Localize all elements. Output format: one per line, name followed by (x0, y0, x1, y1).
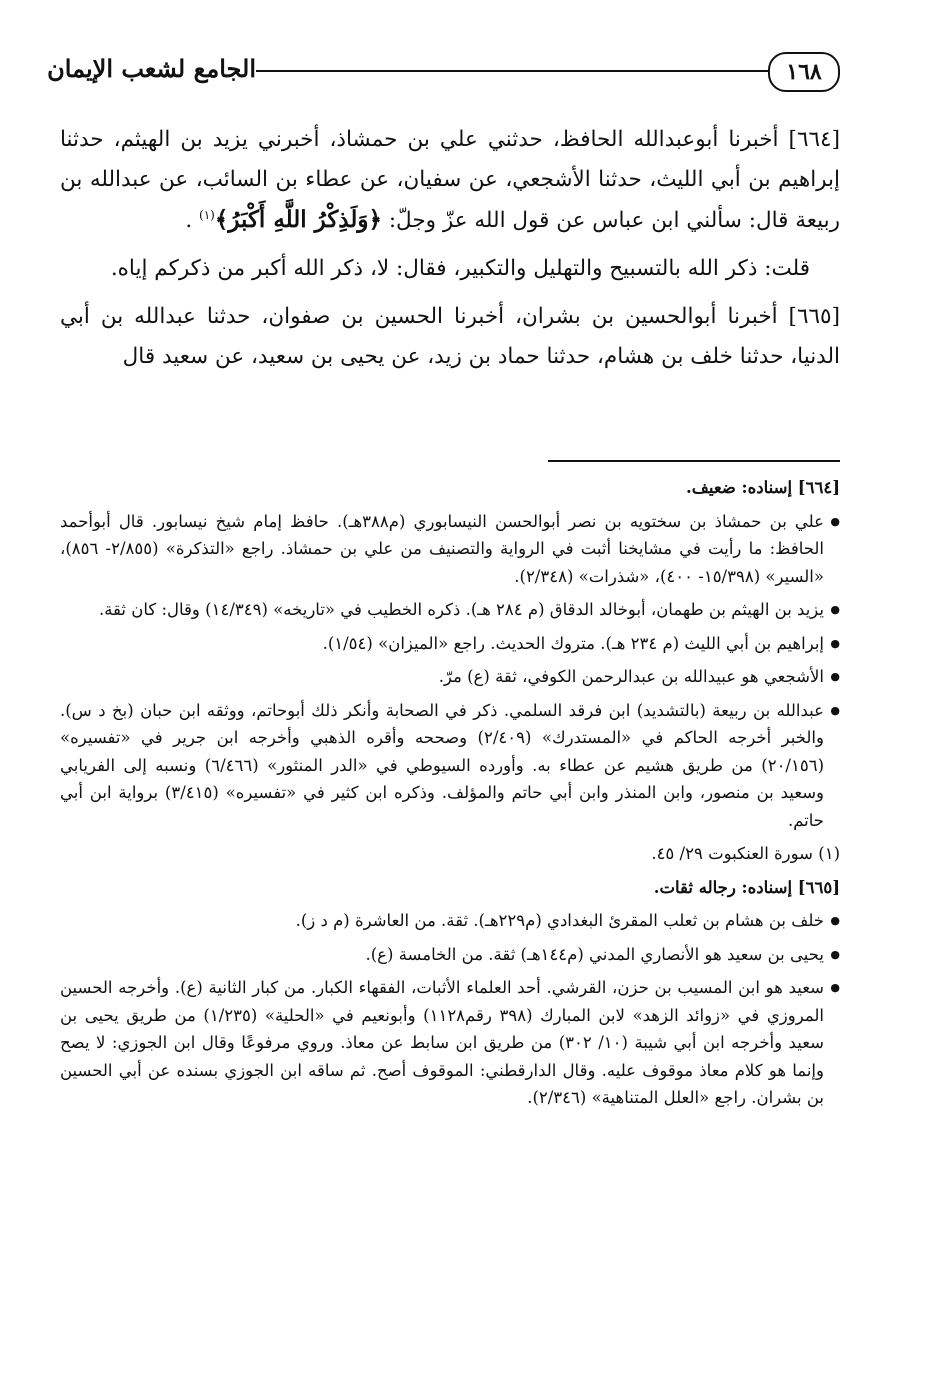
note-665-list (60, 907, 840, 1112)
hadith-664-text: [٦٦٤] أخبرنا أبوعبدالله الحافظ، حدثني علي بن حمشاذ، أخبرني يزيد بن الهيثم، حدثنا إبراهيم بن أبي الليث، حدثنا الأشجعي، عن سفيان، عن عطاء بن السائب، عن عبدالله بن ربيعة قال: سألني ابن عباس عن قول الله عزّ وجلّ: (60, 127, 840, 233)
list-item: ● يزيد بن الهيثم بن طهمان، أبوخالد الدقاق (م ٢٨٤ هـ). ذكره الخطيب في «تاريخه» (١٤/٣٤٩) وقال: كان ثقة. (60, 596, 840, 624)
main-text (60, 120, 840, 385)
note-664-list (60, 508, 840, 835)
footnote-separator (548, 460, 840, 462)
list-item: ● سعيد هو ابن المسيب بن حزن، القرشي. أحد العلماء الأثبات، الفقهاء الكبار. من كبار الثانية (ع). وأخرجه الحسين المروزي في «زوائد الزهد» لابن المبارك (٣٩٨ رقم١١٢٨) وأبونعيم في «الحلية» (١/٢٣٥) من طريق يحيى بن سعيد وأخرجه ابن أبي شيبة (١٠/ ٣٠٢) من طريق ابن سابط عن معاذ. وروي مرفوعًا وقال ابن الجوزي: لا يصح وإنما هو كلام معاذ موقوف عليه. وقال الدارقطني: الموقوف أصح. ثم ساقه ابن الجوزي بسنده عن أبي الحسين بن بشران. راجع «العلل المتناهية» (٢/٣٤٦). (60, 974, 840, 1112)
footnote-marker: (١) (199, 207, 215, 222)
hadith-665: [٦٦٥] أخبرنا أبوالحسين بن بشران، أخبرنا الحسين بن صفوان، حدثنا عبدالله بن أبي الدنيا، حدثنا خلف بن هشام، حدثنا حماد بن زيد، عن يحيى بن سعيد، عن سعيد قال (60, 304, 840, 369)
page-number: ١٦٨ (768, 52, 840, 92)
hadith-664-end: . (185, 208, 200, 233)
footnotes (60, 468, 840, 1118)
note-665-heading: [٦٦٥] إسناده: رجاله ثقات. (653, 877, 840, 897)
list-item: ● خلف بن هشام بن ثعلب المقرئ البغدادي (م٢٢٩هـ). ثقة. من العاشرة (م د ز). (60, 907, 840, 935)
list-item: ● علي بن حمشاذ بن سختويه بن نصر أبوالحسن النيسابوري (م٣٨٨هـ). حافظ إمام شيخ نيسابور. قال أبوأحمد الحافظ: ما رأيت في مشايخنا أثبت في الرواية والتصنيف من علي بن حمشاذ. راجع «التذكرة» (٢/٨٥٥- ٨٥٦)، «السير» (١٥/٣٩٨- ٤٠٠)، «شذرات» (٢/٣٤٨). (60, 508, 840, 591)
hadith-664 (60, 120, 840, 241)
footnote-1: (١) سورة العنكبوت ٢٩/ ٤٥. (651, 844, 840, 863)
list-item: ● الأشجعي هو عبيدالله بن عبدالرحمن الكوفي، ثقة (ع) مرّ. (60, 663, 840, 691)
quran-verse: ﴿وَلَذِكْرُ اللَّهِ أَكْبَرُ﴾ (214, 206, 382, 233)
list-item: ● إبراهيم بن أبي الليث (م ٢٣٤ هـ). متروك الحديث. راجع «الميزان» (١/٥٤). (60, 630, 840, 658)
page-header (47, 44, 840, 104)
list-item: ● يحيى بن سعيد هو الأنصاري المدني (م١٤٤هـ) ثقة. من الخامسة (ع). (60, 941, 840, 969)
note-664-heading: [٦٦٤] إسناده: ضعيف. (686, 478, 840, 497)
running-title: الجامع لشعب الإيمان (47, 54, 256, 83)
list-item: ● عبدالله بن ربيعة (بالتشديد) ابن فرقد السلمي. ذكر في الصحابة وأنكر ذلك أبوحاتم، ووثقه ابن حبان (بخ د س). والخبر أخرجه الحاكم في «المستدرك» (٢/٤٠٩) وصححه وأقره الذهبي وأخرجه ابن جرير في «تفسيره» (٢٠/١٥٦) من طريق هشيم عن عطاء به. وأورده السيوطي في «الدر المنثور» (٦/٤٦٦) ونسبه إلى الفريابي وسعيد بن منصور، وابن المنذر وابن أبي حاتم والمؤلف. وذكره ابن كثير في «تفسيره» (٣/٤١٥) برواية ابن أبي حاتم. (60, 697, 840, 835)
header-rule (256, 70, 770, 72)
hadith-664-continuation: قلت: ذكر الله بالتسبيح والتهليل والتكبير، فقال: لا، ذكر الله أكبر من ذكركم إياه. (110, 256, 810, 281)
